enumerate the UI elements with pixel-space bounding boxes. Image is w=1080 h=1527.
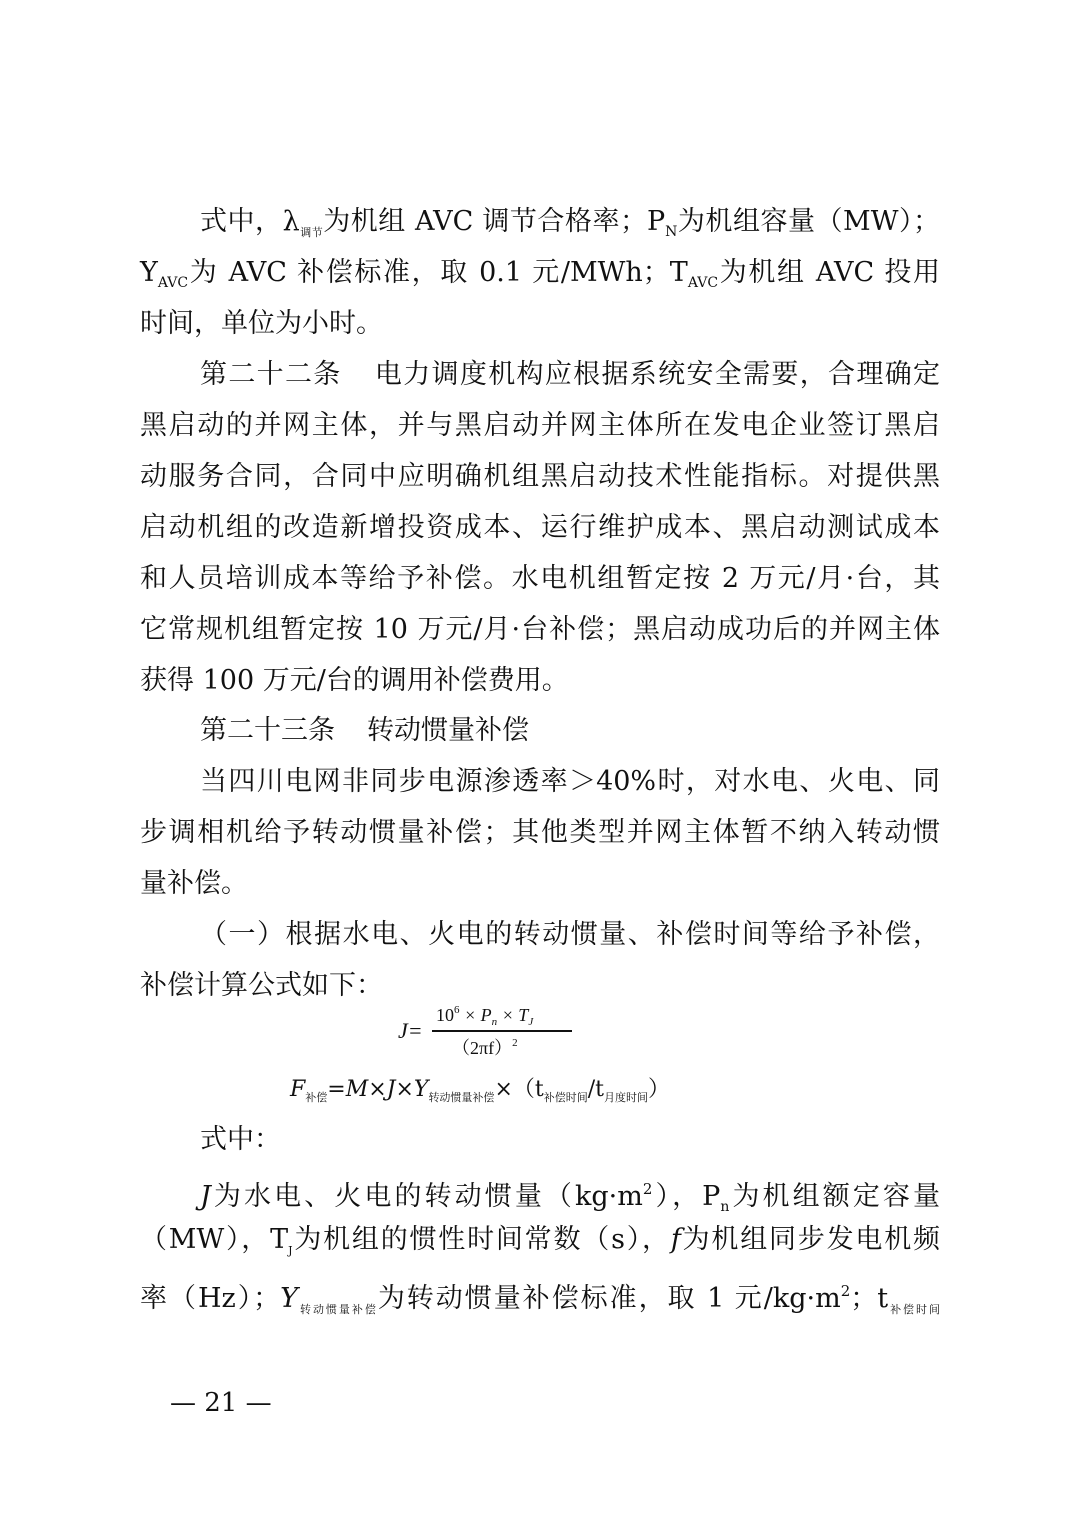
art22-line3: 动服务合同，合同中应明确机组黑启动技术性能指标。对提供黑 (140, 461, 940, 492)
art23-title: 转动惯量补偿 (367, 715, 529, 746)
art23-p1-line1: 当四川电网非同步电源渗透率＞40%时，对水电、火电、同 (200, 766, 940, 797)
art23-heading: 第二十三条 (200, 715, 335, 746)
art22-heading: 第二十二条 (200, 359, 342, 390)
formula1-fraction-bar (432, 1030, 572, 1032)
formula-compensation: $F_{补偿}=M\times J\times Y_{转动惯量补偿}\times(t_{补偿时间}/t_{月度时间})$ (290, 1077, 670, 1104)
formula1-denominator: $(2\pi f)^2$ (452, 1037, 518, 1058)
art22-line6: 它常规机组暂定按 10 万元/月·台补偿；黑启动成功后的并网主体 (140, 614, 940, 645)
art23-p2-line1: （一）根据水电、火电的转动惯量、补偿时间等给予补偿， (200, 919, 940, 950)
where-line3: 率（Hz）；$Y_{转动惯量补偿}$为转动惯量补偿标准，取 1 元$/kg\cdot m^2$；$t_{补偿时间}$ (140, 1282, 940, 1316)
where-line1: J为水电、火电的转动惯量$(kg\cdot m^2)$，$P_n$为机组额定容量 (200, 1180, 941, 1215)
para1-line2: $Y_{AVC}$为 AVC 补偿标准，取 0.1 元/MWh；$T_{AVC}$为机组 AVC 投用 (140, 257, 940, 291)
art22-line5: 和人员培训成本等给予补偿。水电机组暂定按 2 万元/月·台，其 (140, 563, 940, 594)
art22-line4: 启动机组的改造新增投资成本、运行维护成本、黑启动测试成本 (140, 512, 940, 543)
formula1-numerator: $10^6 \times P_n \times T_J$ (436, 1004, 534, 1028)
formula1-lhs: J= (398, 1018, 423, 1043)
para1-line1: 式中，$\lambda_{调节}$为机组 AVC 调节合格率；$P_N$为机组容量（MW）； (200, 206, 940, 240)
art22-line1: 第二十二条 电力调度机构应根据系统安全需要，合理确定 (200, 359, 941, 390)
para1-line3: 时间，单位为小时。 (140, 308, 383, 339)
art22-line2: 黑启动的并网主体，并与黑启动并网主体所在发电企业签订黑启 (140, 410, 940, 441)
art23-p2-line2: 补偿计算公式如下： (140, 970, 383, 1001)
where-label: 式中： (200, 1124, 281, 1155)
where-line2: （MW），$T_J$为机组的惯性时间常数（s），f为机组同步发电机频 (140, 1224, 940, 1257)
art22-line7: 获得 100 万元/台的调用补偿费用。 (140, 665, 569, 696)
page-number: — 21 — (170, 1388, 272, 1418)
art23-p1-line3: 量补偿。 (140, 868, 248, 899)
art23-p1-line2: 步调相机给予转动惯量补偿；其他类型并网主体暂不纳入转动惯 (140, 817, 940, 848)
